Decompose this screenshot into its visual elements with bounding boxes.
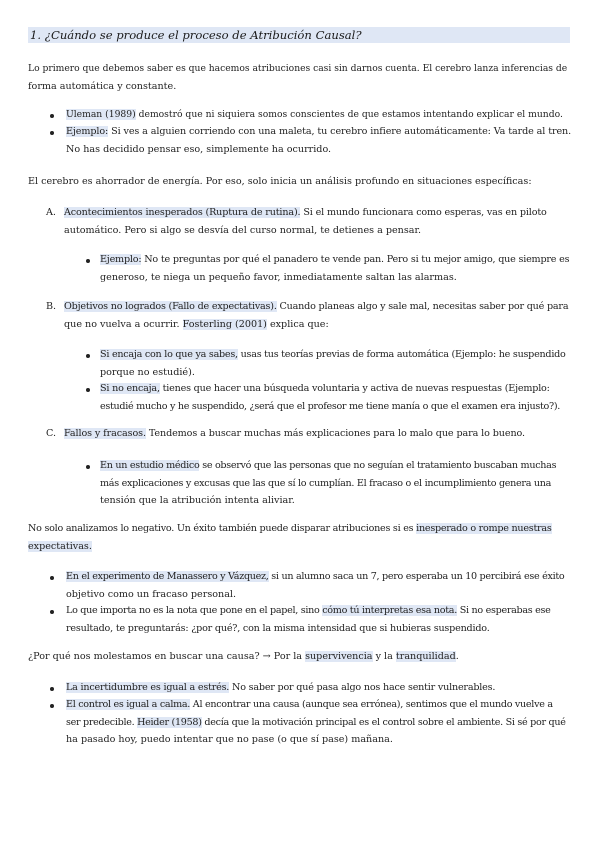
bullet-dot [50, 687, 54, 691]
interpretation-highlight: cómo tú interpretas esa nota. [322, 605, 457, 616]
bullet-uleman [66, 106, 571, 124]
bullet-dot [50, 704, 54, 708]
intro-paragraph [28, 60, 570, 95]
item-c [64, 425, 571, 443]
item-b-line-2b: explica que: [266, 318, 329, 330]
item-b-fits-text: usas tus teorías previas de forma automática (Ejemplo: he suspendido [237, 349, 566, 360]
interpretation-rest: Si no esperabas ese [456, 605, 551, 616]
item-c-study-label: En un estudio médico [100, 460, 200, 471]
success-text: No solo analizamos lo negativo. Un éxito también puede disparar atribuciones si es [28, 523, 417, 534]
bullet-dot [50, 576, 54, 580]
control-line-2a: ser predecible. [66, 716, 138, 728]
item-b-nofit-label: Si no encaja, [100, 383, 160, 394]
bullet-dot [50, 131, 54, 135]
success-highlight-2: expectativas. [28, 540, 92, 552]
item-b-line-2a: que no vuelva a ocurrir. [64, 318, 183, 330]
bullet-example-suitcase [66, 123, 571, 158]
item-b [64, 298, 571, 333]
success-highlight: inesperado o rompe nuestras [416, 523, 552, 534]
item-a [64, 204, 571, 239]
item-b-nofit [100, 380, 571, 415]
item-c-study-line-3: tensión que la atribución intenta aliviar. [100, 495, 295, 506]
why-end: . [455, 651, 459, 662]
item-c-study-line-2: más explicaciones y excusas que las que sí lo cumplían. El fracaso o el incumplimiento genera una [100, 477, 552, 489]
item-a-example [100, 251, 571, 286]
list-marker-c: C. [46, 428, 57, 439]
item-b-nofit-line-2: estudié mucho y he suspendido, ¿será que el profesor me tiene manía o que el examen era injusto?). [100, 400, 561, 412]
item-a-example-label: Ejemplo: [100, 254, 142, 265]
control-text: Al encontrar una causa (aunque sea errónea), sentimos que el mundo vuelve a [190, 699, 553, 710]
item-c-text: Tendemos a buscar muchas más explicaciones para lo malo que para lo bueno. [145, 428, 525, 439]
item-a-example-text: No te preguntas por qué el panadero te vende pan. Pero si tu mejor amigo, que siempre es [141, 254, 570, 265]
interpretation-text: Lo que importa no es la nota que pone en el papel, sino [66, 605, 323, 616]
control-line-3: ha pasado hoy, puedo intentar que no pase (o que sí pase) mañana. [66, 734, 393, 745]
why-survival: supervivencia [305, 651, 373, 662]
bullet-dot [50, 114, 54, 118]
bullet-interpretation [66, 602, 571, 637]
section-title: 1. ¿Cuándo se produce el proceso de Atribución Causal? [28, 27, 570, 43]
uleman-ref: Uleman (1989) [66, 109, 136, 120]
interpretation-line-2: resultado, te preguntarás: ¿por qué?, con la misma intensidad que si hubieras suspendido. [66, 622, 490, 634]
intro-line-2: forma automática y constante. [28, 80, 177, 92]
bullet-dot [50, 610, 54, 614]
item-b-fits-label: Si encaja con lo que ya sabes, [100, 349, 238, 360]
why-text: ¿Por qué nos molestamos en buscar una causa? → Por la [28, 651, 306, 662]
bullet-dot [86, 354, 90, 358]
bullet-uncertainty [66, 679, 571, 697]
item-a-text: Si el mundo funcionara como esperas, vas en piloto [300, 207, 547, 218]
experiment-ref: En el experimento de Manassero y Vázquez, [66, 571, 269, 582]
why-paragraph [28, 648, 570, 666]
bullet-dot [86, 259, 90, 263]
control-label: El control es igual a calma. [66, 699, 191, 710]
item-b-fits [100, 346, 571, 381]
item-b-heading: Objetivos no logrados (Fallo de expectativas). [64, 301, 277, 312]
why-mid: y la [372, 651, 396, 662]
item-c-heading: Fallos y fracasos. [64, 428, 146, 439]
item-b-nofit-text: tienes que hacer una búsqueda voluntaria y activa de nuevas respuestas (Ejemplo: [159, 383, 550, 394]
bullet-dot [86, 388, 90, 392]
item-a-example-line-2: generoso, te niega un pequeño favor, inmediatamente saltan las alarmas. [100, 271, 457, 283]
example-line-2: No has decidido pensar eso, simplemente ha ocurrido. [66, 143, 332, 155]
experiment-line-2: objetivo como un fracaso personal. [66, 588, 237, 600]
example-label: Ejemplo: [66, 126, 109, 137]
item-c-study-text: se observó que las personas que no seguían el tratamiento buscaban muchas [199, 460, 557, 471]
energy-paragraph: El cerebro es ahorrador de energía. Por eso, solo inicia un análisis profundo en situaciones específicas: [28, 176, 532, 187]
why-calm: tranquilidad [395, 651, 456, 662]
uleman-text: demostró que ni siquiera somos conscientes de que estamos intentando explicar el mundo. [135, 109, 563, 120]
experiment-text: si un alumno saca un 7, pero esperaba un 10 percibirá ese éxito [268, 571, 565, 582]
intro-line-1: Lo primero que debemos saber es que hacemos atribuciones casi sin darnos cuenta. El cerebro lanza inferencias de [28, 63, 568, 74]
bullet-control [66, 696, 571, 749]
fosterling-ref: Fosterling (2001) [182, 318, 267, 330]
item-a-heading: Acontecimientos inesperados (Ruptura de rutina). [64, 207, 301, 218]
success-paragraph [28, 520, 570, 555]
item-b-fits-line-2: porque no estudié). [100, 366, 195, 378]
uncertainty-label: La incertidumbre es igual a estrés. [66, 682, 230, 693]
example-text: Si ves a alguien corriendo con una maleta, tu cerebro infiere automáticamente: Va tarde al tren. [108, 126, 572, 137]
control-line-2b: decía que la motivación principal es el control sobre el ambiente. Si sé por qué [201, 716, 566, 728]
item-c-study [100, 457, 571, 510]
list-marker-a: A. [46, 207, 56, 218]
bullet-experiment [66, 568, 571, 603]
item-b-text: Cuando planeas algo y sale mal, necesitas saber por qué para [276, 301, 569, 312]
heider-ref: Heider (1958) [137, 716, 202, 728]
bullet-dot [86, 465, 90, 469]
item-a-line-2: automático. Pero si algo se desvía del curso normal, te detienes a pensar. [64, 224, 422, 236]
list-marker-b: B. [46, 301, 57, 312]
uncertainty-text: No saber por qué pasa algo nos hace sentir vulnerables. [229, 682, 496, 693]
